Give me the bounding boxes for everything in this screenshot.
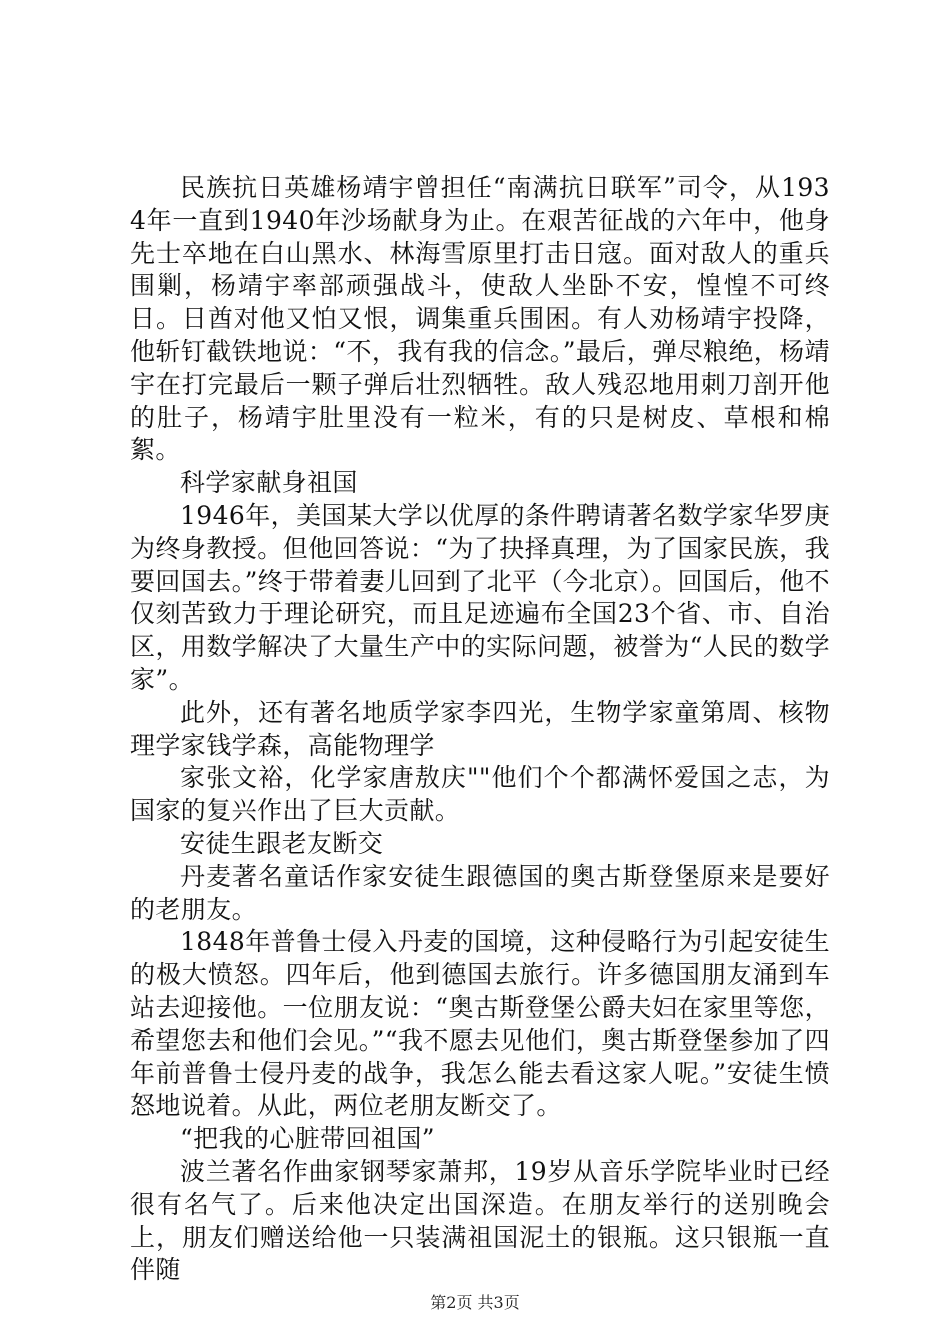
paragraph-other-scientists-cont: 家张文裕，化学家唐敖庆""他们个个都满怀爱国之志，为国家的复兴作出了巨大贡献。: [130, 763, 830, 826]
paragraph-andersen-intro: 丹麦著名童话作家安徒生跟德国的奥古斯登堡原来是要好的老朋友。: [130, 861, 830, 924]
paragraph-yang-jingyu: 民族抗日英雄杨靖宇曾担任“南满抗日联军”司令，从1934年一直到1940年沙场献身为止。在艰苦征战的六年中，他身先士卒地在白山黑水、林海雪原里打击日寇。面对敌人的重兵围剿，杨靖宇率部顽强战斗，使敌人坐卧不安，惶惶不可终日。日酋对他又怕又恨，调集重兵围困。有人劝杨靖宇投降，他斩钉截铁地说：“不，我有我的信念。”最后，弹尽粮绝，杨靖宇在打完最后一颗子弹后壮烈牺牲。敌人残忍地用刺刀剖开他的肚子，杨靖宇肚里没有一粒米，有的只是树皮、草根和棉絮。: [130, 173, 830, 465]
paragraph-other-scientists: 此外，还有著名地质学家李四光，生物学家童第周、核物理学家钱学森，高能物理学: [130, 697, 830, 760]
paragraph-andersen-story: 1848年普鲁士侵入丹麦的国境，这种侵略行为引起安徒生的极大愤怒。四年后，他到德国去旅行。许多德国朋友涌到车站去迎接他。一位朋友说：“奥古斯登堡公爵夫妇在家里等您，希望您去和他们会见。”“我不愿去见他们，奥古斯登堡参加了四年前普鲁士侵丹麦的战争，我怎么能去看这家人呢。”安徒生愤怒地说着。从此，两位老朋友断交了。: [130, 927, 830, 1121]
section-heading-andersen: 安徒生跟老友断交: [180, 828, 384, 858]
document-body: [130, 172, 830, 1287]
section-heading-scientists: 科学家献身祖国: [180, 468, 358, 498]
paragraph-chopin: 波兰著名作曲家钢琴家萧邦，19岁从音乐学院毕业时已经很有名气了。后来他决定出国深造。在朋友举行的送别晚会上，朋友们赠送给他一只装满祖国泥土的银瓶。这只银瓶一直伴随: [130, 1156, 830, 1285]
paragraph-hua-luogeng: 1946年，美国某大学以优厚的条件聘请著名数学家华罗庚为终身教授。但他回答说：“为了抉择真理，为了国家民族，我要回国去。”终于带着妻儿回到了北平（今北京）。回国后，他不仅刻苦致力于理论研究，而且足迹遍布全国23个省、市、自治区，用数学解决了大量生产中的实际问题，被誉为“人民的数学家”。: [130, 500, 830, 694]
page-footer: 第2页 共3页: [430, 1293, 520, 1312]
section-heading-chopin: “把我的心脏带回祖国”: [180, 1124, 435, 1154]
